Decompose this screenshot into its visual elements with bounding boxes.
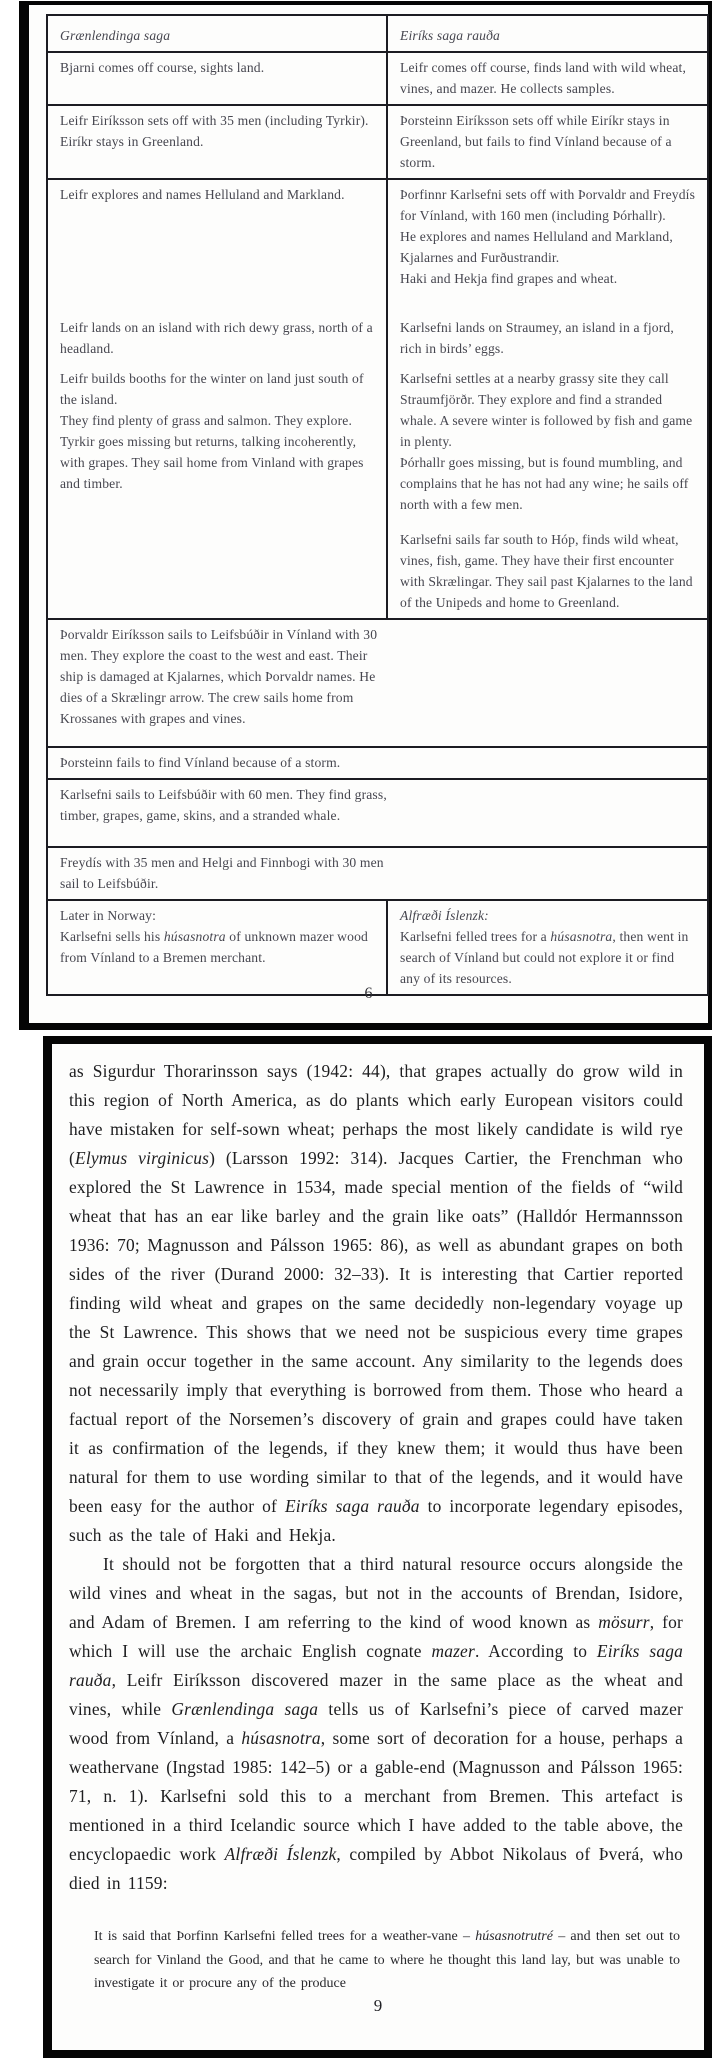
cell-leifr-course bbox=[388, 53, 707, 104]
cell-text: Leifr lands on an island with rich dewy grass, north of a headland. bbox=[60, 320, 373, 356]
cell-later-in-norway bbox=[48, 901, 388, 994]
cell-thorsteinn-storm bbox=[48, 748, 707, 778]
cell-text: Leifr explores and names Helluland and Markland. bbox=[60, 187, 345, 202]
table-row bbox=[48, 313, 707, 364]
table-row bbox=[48, 364, 707, 520]
table-row-full bbox=[48, 620, 707, 748]
cell-text: Later in Norway: bbox=[60, 908, 157, 923]
block-quotation: It is said that Þorfinn Karlsefni felled trees for a weather-vane – húsasnotrutré – and then set out to search for Vinland the Good, and that he came to where he thought this land lay, but was unable to investigate it or procure any of the produce bbox=[94, 1929, 680, 1991]
table-row-full bbox=[48, 780, 707, 848]
cell-text: Karlsefni felled trees for a húsasnotra, then went in search of Vínland but could not explore it or find any of its resources. bbox=[400, 929, 689, 986]
cell-text: Leifr Eiríksson sets off with 35 men (including Tyrkir). Eiríkr stays in Greenland. bbox=[60, 113, 369, 149]
cell-text: Leifr comes off course, finds land with wild wheat, vines, and mazer. He collects samples. bbox=[400, 60, 686, 96]
cell-text: Bjarni comes off course, sights land. bbox=[60, 60, 265, 75]
scanned-page-6 bbox=[19, 1, 712, 1030]
cell-text: Þorfinnr Karlsefni sets off with Þorvaldr and Freydís for Vínland, with 160 men (including Þórhallr). bbox=[400, 187, 696, 223]
saga-comparison-table bbox=[46, 14, 709, 996]
page-number-6: 6 bbox=[364, 985, 373, 1002]
cell-text: Haki and Hekja find grapes and wheat. bbox=[400, 271, 618, 286]
cell-karlsefni-sets-off bbox=[388, 180, 707, 313]
header-cell-eiriks-saga bbox=[388, 16, 707, 51]
cell-text: Þorsteinn Eiríksson sets off while Eiríkr stays in Greenland, but fails to find Vínland because of a storm. bbox=[400, 113, 672, 170]
header-cell-graenlendinga-saga bbox=[48, 16, 388, 51]
cell-text: Tyrkir goes missing but returns, talking incoherently, with grapes. They sail home from Vinland with grapes and timber. bbox=[60, 434, 364, 491]
cell-thorsteinn-sets-off bbox=[388, 106, 707, 178]
cell-karlsefni-hop bbox=[388, 520, 707, 618]
table-row bbox=[48, 180, 707, 313]
cell-text: Þórhallr goes missing, but is found mumbling, and complains that he has not had any wine; he sails off north with a few men. bbox=[400, 455, 689, 512]
cell-bjarni bbox=[48, 53, 388, 104]
cell-text: They find plenty of grass and salmon. They explore. bbox=[60, 413, 353, 428]
cell-text: Alfræði Íslenzk: bbox=[400, 908, 489, 923]
table-row bbox=[48, 520, 707, 620]
cell-text: Þorvaldr Eiríksson sails to Leifsbúðir in Vínland with 30 men. They explore the coast to the west and east. Their ship is damaged at Kjalarnes, which Þorvaldr names. He dies of a Skrælingr arrow. The crew sails home from Krossanes with grapes and vines. bbox=[60, 627, 378, 726]
table-row bbox=[48, 53, 707, 106]
cell-leifr-lands bbox=[48, 313, 388, 364]
cell-karlsefni-lands bbox=[388, 313, 707, 364]
table-row-full bbox=[48, 748, 707, 780]
page-number-9: 9 bbox=[373, 1996, 383, 2015]
cell-karlsefni-settles bbox=[388, 364, 707, 520]
page-9-text-block bbox=[52, 1044, 704, 1996]
cell-text: Freydís with 35 men and Helgi and Finnbogi with 30 men sail to Leifsbúðir. bbox=[60, 855, 384, 891]
cell-text: Karlsefni settles at a nearby grassy site they call Straumfjörðr. They explore and find a stranded whale. A severe winter is followed by fish and game in plenty. bbox=[400, 371, 693, 449]
cell-leifr-explores bbox=[48, 180, 388, 313]
cell-empty bbox=[48, 520, 388, 618]
cell-thorvaldr bbox=[48, 620, 707, 746]
cell-alfraedi-islenzk bbox=[388, 901, 707, 994]
cell-text: Karlsefni sails far south to Hóp, finds wild wheat, vines, fish, game. They have their first encounter with Skrælingar. They sail past Kjalarnes to the land of the Unipeds and home to Greenland. bbox=[400, 532, 693, 610]
scanned-page-9 bbox=[43, 1036, 712, 2058]
table-row bbox=[48, 106, 707, 180]
cell-leifr-sets-off bbox=[48, 106, 388, 178]
table-row bbox=[48, 901, 707, 994]
cell-karlsefni-leifsbudir bbox=[48, 780, 707, 846]
cell-text: Þorsteinn fails to find Vínland because of a storm. bbox=[60, 755, 341, 770]
column-title-right: Eiríks saga rauða bbox=[400, 28, 500, 43]
table-row-header bbox=[48, 16, 707, 53]
cell-text: Karlsefni sells his húsasnotra of unknown mazer wood from Vínland to a Bremen merchant. bbox=[60, 929, 368, 965]
cell-text: He explores and names Helluland and Markland, Kjalarnes and Furðustrandir. bbox=[400, 229, 673, 265]
cell-text: Karlsefni lands on Straumey, an island in a fjord, rich in birds’ eggs. bbox=[400, 320, 674, 356]
body-paragraph-1: as Sigurdur Thorarinsson says (1942: 44), that grapes actually do grow wild in this region of North America, as do plants which early European visitors could have mistaken for self-sown wheat; perhaps the most likely candidate is wild rye (Elymus virginicus) (Larsson 1992: 314). Jacques Cartier, the Frenchman who explored the St Lawrence in 1534, made special mention of the fields of “wild wheat that has an ear like barley and the grain like oats” (Halldór Hermannsson 1936: 70; Magnusson and Pálsson 1965: 86), as well as abundant grapes on both sides of the river (Durand 2000: 32–33). It is interesting that Cartier reported finding wild wheat and grapes on the same decidedly non-legendary voyage up the St Lawrence. This shows that we need not be suspicious every time grapes and grain occur together in the same account. Any similarity to the legends does not necessarily imply that everything is borrowed from them. Those who heard a factual report of the Norsemen’s discovery of grain and grapes could have taken it as confirmation of the legends, if they knew them; it would thus have been natural for them to use wording similar to that of the legends, and it would have been easy for the author of Eiríks saga rauða to incorporate legendary episodes, such as the tale of Haki and Hekja. bbox=[69, 1061, 683, 1545]
column-title-left: Grænlendinga saga bbox=[60, 28, 171, 43]
cell-freydis bbox=[48, 848, 707, 899]
cell-text: Karlsefni sails to Leifsbúðir with 60 men. They find grass, timber, grapes, game, skins, and a stranded whale. bbox=[60, 787, 387, 823]
cell-leifr-builds bbox=[48, 364, 388, 520]
table-row-full bbox=[48, 848, 707, 901]
cell-text: Leifr builds booths for the winter on land just south of the island. bbox=[60, 371, 364, 407]
body-paragraph-2: It should not be forgotten that a third natural resource occurs alongside the wild vines and wheat in the sagas, but not in the accounts of Brendan, Isidore, and Adam of Bremen. I am referring to the kind of wood known as mösurr, for which I will use the archaic English cognate mazer. According to Eiríks saga rauða, Leifr Eiríksson discovered mazer in the same place as the wheat and vines, while Grænlendinga saga tells us of Karlsefni’s piece of carved mazer wood from Vínland, a húsasnotra, some sort of decoration for a house, perhaps a weathervane (Ingstad 1985: 142–5) or a gable-end (Magnusson and Pálsson 1965: 71, n. 1). Karlsefni sold this to a merchant from Bremen. This artefact is mentioned in a third Icelandic source which I have added to the table above, the encyclopaedic work Alfræði Íslenzk, compiled by Abbot Nikolaus of Þverá, who died in 1159: bbox=[69, 1554, 684, 1893]
